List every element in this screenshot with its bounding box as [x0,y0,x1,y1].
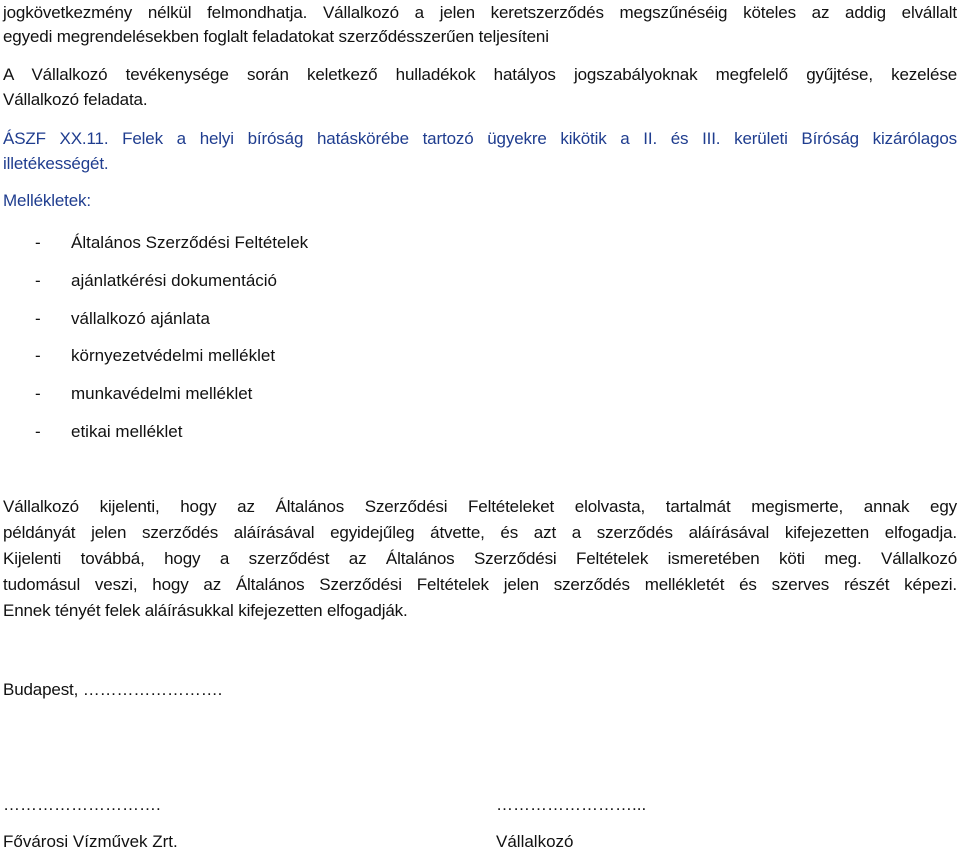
list-dash: - [35,309,41,328]
attachment-item [3,308,210,330]
declaration-line-4: tudomásul veszi, hogy az Általános Szerződési Feltételek jelen szerződés mellékletét és szerves részét képezi. [3,575,957,594]
place-date: Budapest, ……………………. [3,680,223,699]
attachment-item [3,345,275,367]
attachment-item [3,421,183,443]
attachment-label: ajánlatkérési dokumentáció [71,271,278,290]
declaration-line-1: Vállalkozó kijelenti, hogy az Általános Szerződési Feltételeket elolvasta, tartalmát megismerte, annak egy [3,497,957,516]
declaration-line-5: Ennek tényét felek aláírásukkal kifejezetten elfogadják. [3,601,408,620]
attachment-label: Általános Szerződési Feltételek [71,233,309,252]
list-dash: - [35,233,41,252]
list-dash: - [35,384,41,403]
list-dash: - [35,346,41,365]
attachment-item [3,383,252,405]
attachment-item [3,232,308,254]
right-signature-line: ……………………... [496,795,647,814]
attachment-label: etikai melléklet [71,422,183,441]
left-signature-line: ………………………. [3,795,161,814]
paragraph-3-line-2: illetékességét. [3,154,109,173]
declaration-line-3: Kijelenti továbbá, hogy a szerződést az Általános Szerződési Feltételek ismeretében köti meg. Vállalkozó [3,549,957,568]
attachment-label: munkavédelmi melléklet [71,384,253,403]
paragraph-3-line-1: ÁSZF XX.11. Felek a helyi bíróság hatáskörébe tartozó ügyekre kikötik a II. és III. kerületi Bíróság kizárólagos [3,129,957,148]
declaration-line-2: példányát jelen szerződés aláírásával egyidejűleg átvette, és azt a szerződés aláírásával kifejezetten elfogadja. [3,523,957,542]
attachment-label: vállalkozó ajánlata [71,309,210,328]
attachments-heading: Mellékletek: [3,191,91,210]
left-signatory-name: Fővárosi Vízművek Zrt. [3,832,178,851]
paragraph-2-line-1: A Vállalkozó tevékenysége során keletkező hulladékok hatályos jogszabályoknak megfelelő gyűjtése, kezelése [3,65,957,84]
paragraph-2-line-2: Vállalkozó feladata. [3,90,148,109]
list-dash: - [35,271,41,290]
right-signatory-name: Vállalkozó [496,832,574,851]
list-dash: - [35,422,41,441]
paragraph-1-line-2: egyedi megrendelésekben foglalt feladatokat szerződésszerűen teljesíteni [3,27,549,46]
paragraph-1-line-1: jogkövetkezmény nélkül felmondhatja. Vállalkozó a jelen keretszerződés megszűnéséig köteles az addig elvállalt [3,3,957,22]
attachment-label: környezetvédelmi melléklet [71,346,276,365]
attachment-item [3,270,277,292]
